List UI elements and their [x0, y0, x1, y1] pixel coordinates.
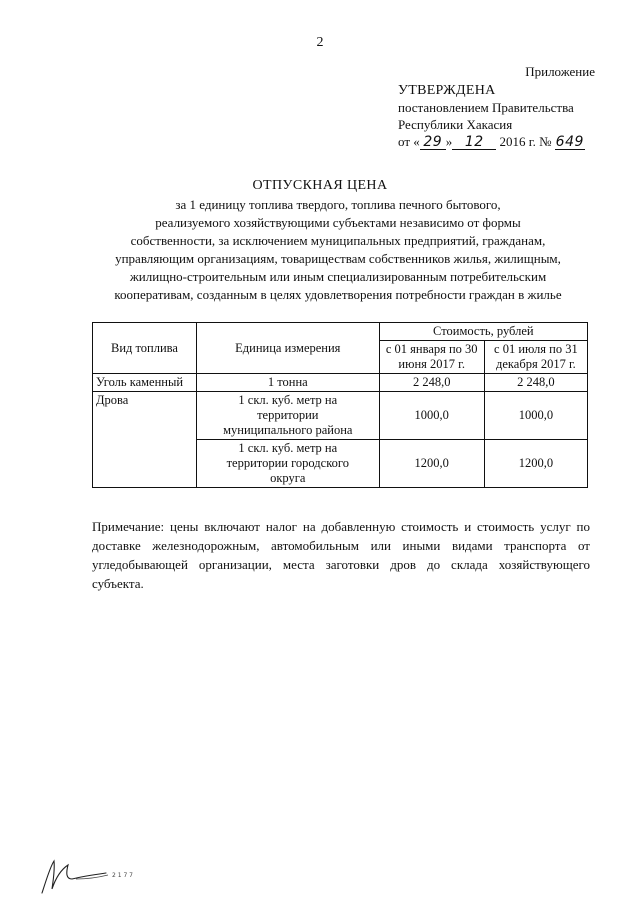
cell-price-2: 1000,0 — [484, 392, 587, 440]
date-mid: » — [445, 134, 453, 149]
document-title: ОТПУСКНАЯ ЦЕНА — [252, 178, 388, 193]
approval-date-line — [398, 133, 585, 150]
cell-fuel: Уголь каменный — [93, 374, 197, 392]
header-period-2: с 01 июля по 31 декабря 2017 г. — [484, 341, 587, 374]
table-row — [93, 374, 588, 392]
date-month: 12 — [452, 135, 496, 150]
cell-price-1: 1000,0 — [379, 392, 484, 440]
cell-price-1: 1200,0 — [379, 440, 484, 488]
document-number: 649 — [555, 134, 584, 150]
cell-unit: 1 скл. куб. метр на территории городского округа — [196, 440, 379, 488]
header-unit: Единица измерения — [196, 323, 379, 374]
header-fuel-type: Вид топлива — [93, 323, 197, 374]
subtitle-line: собственности, за исключением муниципальных предприятий, гражданам, — [130, 233, 546, 248]
note-paragraph: Примечание: цены включают налог на добавленную стоимость и стоимость услуг по доставке железнодорожным, автомобильным или иными видами транспорта от угледобывающей организации, места заготовки дров до склада хозяйствующего субъекта. — [92, 519, 590, 591]
subtitle-line: реализуемого хозяйствующими субъектами независимо от формы — [155, 215, 521, 230]
cell-fuel: Дрова — [93, 392, 197, 488]
subtitle-line: за 1 единицу топлива твердого, топлива печного бытового, — [175, 197, 501, 212]
approved-by-line-2: Республики Хакасия — [398, 117, 513, 132]
signature-mark — [36, 853, 146, 897]
cell-price-1: 2 248,0 — [379, 374, 484, 392]
page-number: 2 — [316, 35, 324, 50]
cell-unit: 1 тонна — [196, 374, 379, 392]
subtitle-line: управляющим организациям, товариществам собственников жилья, жилищным, — [115, 251, 561, 266]
appendix-label: Приложение — [525, 64, 595, 79]
approved-heading: УТВЕРЖДЕНА — [398, 83, 496, 98]
cell-price-2: 2 248,0 — [484, 374, 587, 392]
price-table — [92, 322, 588, 488]
table-row — [93, 392, 588, 440]
signature-mark-text: 2 1 7 7 — [112, 872, 133, 879]
header-period-1: с 01 января по 30 июня 2017 г. — [379, 341, 484, 374]
subtitle-line: кооперативам, созданным в целях удовлетворения потребности граждан в жилье — [114, 287, 562, 302]
header-cost: Стоимость, рублей — [379, 323, 587, 341]
document-subtitle — [88, 196, 588, 304]
date-day: 29 — [420, 135, 446, 150]
date-prefix: от « — [398, 134, 420, 149]
cell-price-2: 1200,0 — [484, 440, 587, 488]
approval-block — [398, 82, 585, 150]
cell-unit: 1 скл. куб. метр на территории муниципального района — [196, 392, 379, 440]
subtitle-line: жилищно-строительным или иным специализированным потребительским — [129, 269, 547, 284]
date-year: 2016 г. № — [499, 134, 552, 149]
table-header-row — [93, 323, 588, 341]
approved-by-line-1: постановлением Правительства — [398, 100, 574, 115]
